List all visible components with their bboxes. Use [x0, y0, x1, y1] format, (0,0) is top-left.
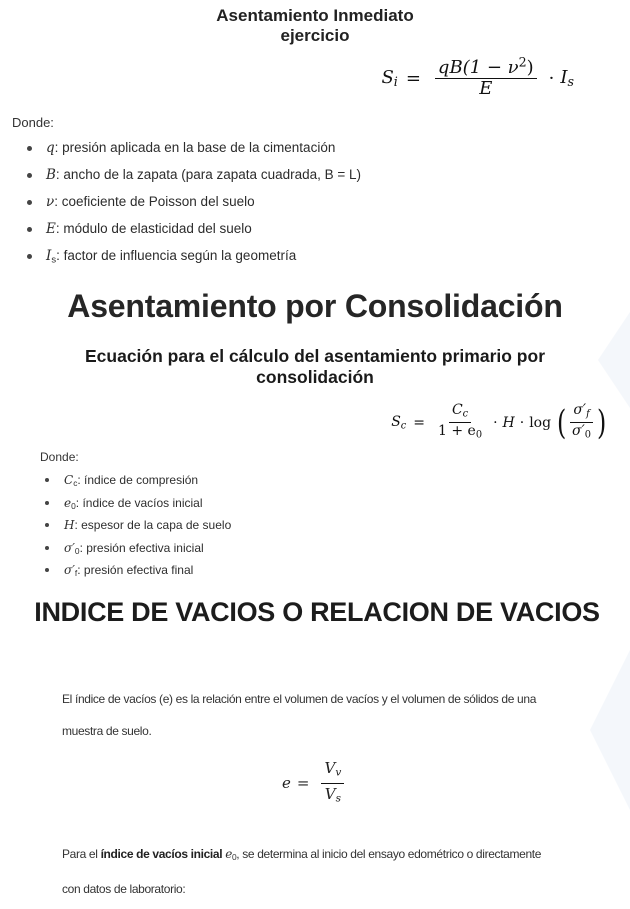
variable-symbol: q: [46, 140, 55, 156]
list-item: [36, 539, 231, 562]
variable-description: : factor de influencia según la geometría: [56, 248, 297, 263]
list-item: [18, 138, 361, 165]
list-item: [36, 561, 231, 584]
variable-subscript: f: [74, 568, 78, 579]
watermark-shape: [590, 650, 630, 810]
donde-label: Donde:: [12, 115, 54, 130]
variable-subscript: s: [51, 254, 57, 266]
void-ratio-title: INDICE DE VACIOS O RELACION DE VACIOS: [34, 597, 600, 627]
list-item: [36, 494, 231, 517]
variable-description: : ancho de la zapata (para zapata cuadrada, B = L): [55, 167, 362, 182]
variable-description: : índice de vacíos inicial: [75, 495, 203, 510]
variable-symbol: σ′: [64, 563, 75, 578]
variable-description: : presión efectiva final: [77, 563, 194, 578]
list-item: [18, 219, 361, 246]
variable-symbol: I: [46, 248, 52, 264]
variable-subscript: 0: [74, 545, 80, 556]
variable-symbol: σ′: [64, 540, 75, 555]
list-item: [36, 516, 231, 539]
variable-description: : índice de compresión: [77, 473, 199, 487]
list-item: [18, 165, 361, 192]
variable-description: : presión aplicada en la base de la cimentación: [54, 140, 336, 155]
variable-description: : coeficiente de Poisson del suelo: [54, 194, 255, 209]
consolidation-formula: $S_c$ = $\frac{C_c}{1 + e_0}$ · H · log ( $\frac{\sigma'_f}{\sigma'_0}$ ): [391, 402, 607, 443]
immediate-variables-list: [18, 138, 361, 273]
list-item: [36, 471, 231, 494]
list-item: [18, 192, 361, 219]
consolidation-subtitle: Ecuación para el cálculo del asentamiento primario por consolidación: [85, 346, 545, 387]
variable-description: : módulo de elasticidad del suelo: [55, 221, 252, 236]
void-ratio-formula: e = $\frac{V_v}{V_s}$: [282, 758, 350, 808]
immediate-settlement-title: Asentamiento Inmediato ejercicio: [216, 6, 414, 45]
variable-subscript: 0: [71, 500, 76, 511]
void-ratio-definition: El índice de vacíos (e) es la relación entre el volumen de vacíos y el volumen de sólidos de una muestra de suelo.: [62, 692, 537, 738]
variable-subscript: c: [73, 478, 78, 489]
variable-symbol: H: [64, 518, 75, 533]
donde-label: Donde:: [40, 450, 79, 464]
variable-description: : espesor de la capa de suelo: [74, 518, 232, 533]
immediate-settlement-formula: $S_i$ = $\frac{qB(1 - \nu^2)}{E}$ · $I_s$: [381, 54, 574, 99]
list-item: [18, 246, 361, 273]
variable-symbol: ν: [46, 194, 55, 210]
variable-symbol: B: [46, 167, 56, 183]
initial-void-ratio-note: Para el índice de vacíos inicial $e_0$, se determina al inicio del ensayo edométrico o directamente con datos de laboratorio:: [62, 847, 542, 897]
variable-symbol: E: [46, 221, 56, 237]
consolidation-variables-list: [36, 471, 231, 584]
consolidation-title: Asentamiento por Consolidación: [67, 288, 563, 324]
variable-symbol: C: [64, 473, 74, 487]
variable-symbol: e: [64, 495, 72, 510]
variable-description: : presión efectiva inicial: [79, 540, 204, 555]
